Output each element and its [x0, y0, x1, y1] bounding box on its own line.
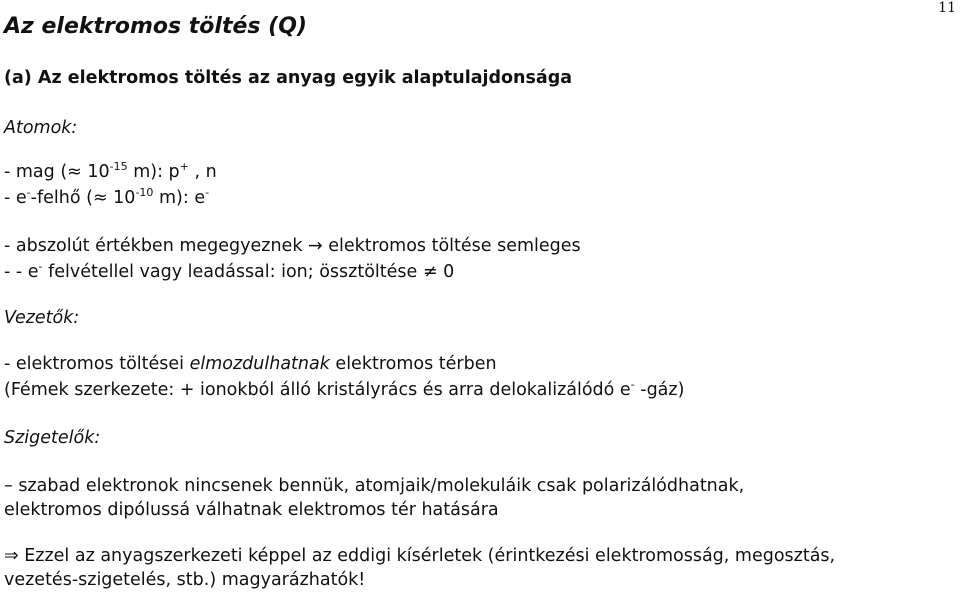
approx-symbol: ≈: [67, 162, 82, 182]
insulators-line-2: elektromos dipólussá válhatnak elektromos tér hatására: [4, 500, 499, 520]
atoms-line-ion: - - e- felvétellel vagy leadással: ion; össztöltése ≠ 0: [4, 260, 455, 282]
page-number: 11: [938, 0, 956, 16]
atoms-line-nucleus: - mag (≈ $10^{-15}$ m): p+ , n: [4, 160, 217, 182]
atoms-heading: Atomok:: [4, 118, 78, 138]
insulators-line-1: – szabad elektronok nincsenek bennük, atomjaik/molekuláik csak polarizálódhatnak,: [4, 476, 745, 496]
not-equal-symbol: ≠: [422, 262, 438, 282]
page-title: Az elektromos töltés (Q): [4, 14, 307, 39]
conclusion-line-1: ⇒ Ezzel az anyagszerkezeti képpel az eddigi kísérletek (érintkezési elektromosság, megosztás,: [4, 546, 836, 566]
approx-symbol: ≈: [92, 188, 108, 208]
atoms-line-cloud: - e--felhő (≈ $10^{-10}$ m): e-: [4, 186, 210, 208]
insulators-heading: Szigetelők:: [4, 428, 101, 448]
right-arrow-icon: →: [308, 236, 323, 256]
conclusion-line-2: vezetés-szigetelés, stb.) magyarázhatók!: [4, 570, 366, 590]
section-heading: (a) Az elektromos töltés az anyag egyik alaptulajdonsága: [4, 68, 573, 88]
conductors-line-1: - elektromos töltései elmozdulhatnak elektromos térben: [4, 354, 497, 374]
implies-arrow-icon: ⇒: [4, 546, 19, 566]
conductors-line-2: (Fémek szerkezete: + ionokból álló kristályrács és arra delokalizálódó e- -gáz): [4, 378, 685, 400]
conductors-heading: Vezetők:: [4, 308, 80, 328]
atoms-line-neutral: - abszolút értékben megegyeznek → elektromos töltése semleges: [4, 236, 581, 256]
